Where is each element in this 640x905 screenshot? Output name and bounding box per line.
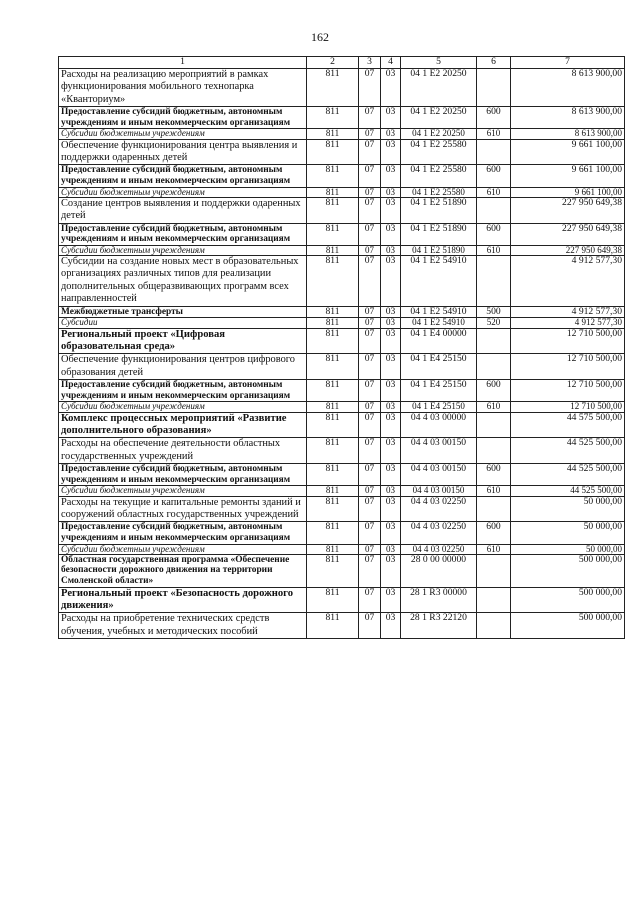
row-expense-type: 600 xyxy=(477,223,511,245)
row-expense-type xyxy=(477,496,511,522)
row-expense-type: 600 xyxy=(477,380,511,402)
row-expense-type: 610 xyxy=(477,544,511,554)
row-subsection: 03 xyxy=(381,354,401,380)
row-subsection: 03 xyxy=(381,187,401,197)
row-amount: 227 950 649,38 xyxy=(511,197,625,223)
row-ministry-code: 811 xyxy=(307,402,359,412)
row-amount: 50 000,00 xyxy=(511,522,625,544)
row-subsection: 03 xyxy=(381,318,401,328)
row-target-article: 04 1 E2 51890 xyxy=(401,223,477,245)
row-section: 07 xyxy=(359,245,381,255)
row-name: Расходы на реализацию мероприятий в рамках функционирования мобильного технопарка «Кванториум» xyxy=(59,69,307,107)
row-ministry-code: 811 xyxy=(307,139,359,165)
row-ministry-code: 811 xyxy=(307,107,359,129)
row-expense-type xyxy=(477,587,511,613)
row-name: Субсидии бюджетным учреждениям xyxy=(59,486,307,496)
row-section: 07 xyxy=(359,438,381,464)
row-amount: 9 661 100,00 xyxy=(511,165,625,187)
table-row xyxy=(59,522,625,544)
row-target-article: 04 4 03 00150 xyxy=(401,486,477,496)
row-ministry-code: 811 xyxy=(307,412,359,438)
row-name: Субсидии бюджетным учреждениям xyxy=(59,544,307,554)
row-expense-type: 610 xyxy=(477,245,511,255)
row-expense-type xyxy=(477,613,511,639)
row-amount: 227 950 649,38 xyxy=(511,223,625,245)
row-section: 07 xyxy=(359,129,381,139)
row-ministry-code: 811 xyxy=(307,464,359,486)
row-target-article: 04 1 E4 25150 xyxy=(401,402,477,412)
row-section: 07 xyxy=(359,328,381,354)
row-ministry-code: 811 xyxy=(307,165,359,187)
row-amount: 4 912 577,30 xyxy=(511,256,625,307)
row-name: Предоставление субсидий бюджетным, автономным учреждениям и иным некоммерческим организациям xyxy=(59,464,307,486)
row-subsection: 03 xyxy=(381,197,401,223)
row-name: Межбюджетные трансферты xyxy=(59,306,307,318)
row-subsection: 03 xyxy=(381,223,401,245)
row-name: Предоставление субсидий бюджетным, автономным учреждениям и иным некоммерческим организациям xyxy=(59,107,307,129)
row-subsection: 03 xyxy=(381,402,401,412)
row-name: Расходы на приобретение технических средств обучения, учебных и методических пособий xyxy=(59,613,307,639)
table-row xyxy=(59,69,625,107)
row-target-article: 04 1 E4 00000 xyxy=(401,328,477,354)
row-ministry-code: 811 xyxy=(307,223,359,245)
row-section: 07 xyxy=(359,306,381,318)
row-amount: 12 710 500,00 xyxy=(511,380,625,402)
table-row xyxy=(59,412,625,438)
row-name: Областная государственная программа «Обеспечение безопасности дорожного движения на территории Смоленской области» xyxy=(59,554,307,587)
row-name: Субсидии бюджетным учреждениям xyxy=(59,129,307,139)
row-ministry-code: 811 xyxy=(307,354,359,380)
row-section: 07 xyxy=(359,412,381,438)
row-expense-type: 600 xyxy=(477,165,511,187)
row-ministry-code: 811 xyxy=(307,380,359,402)
row-expense-type xyxy=(477,412,511,438)
row-expense-type xyxy=(477,256,511,307)
table-row xyxy=(59,328,625,354)
table-row xyxy=(59,402,625,412)
row-section: 07 xyxy=(359,554,381,587)
row-target-article: 04 1 E2 20250 xyxy=(401,69,477,107)
row-expense-type: 600 xyxy=(477,522,511,544)
row-name: Субсидии бюджетным учреждениям xyxy=(59,187,307,197)
row-name: Расходы на обеспечение деятельности областных государственных учреждений xyxy=(59,438,307,464)
row-amount: 4 912 577,30 xyxy=(511,306,625,318)
row-target-article: 04 4 03 00150 xyxy=(401,464,477,486)
row-section: 07 xyxy=(359,69,381,107)
row-subsection: 03 xyxy=(381,107,401,129)
row-ministry-code: 811 xyxy=(307,438,359,464)
column-header: 2 xyxy=(307,57,359,69)
row-subsection: 03 xyxy=(381,328,401,354)
row-expense-type xyxy=(477,328,511,354)
row-target-article: 04 4 03 02250 xyxy=(401,544,477,554)
row-amount: 4 912 577,30 xyxy=(511,318,625,328)
row-subsection: 03 xyxy=(381,69,401,107)
table-row xyxy=(59,306,625,318)
row-subsection: 03 xyxy=(381,522,401,544)
row-amount: 44 525 500,00 xyxy=(511,464,625,486)
row-expense-type: 610 xyxy=(477,187,511,197)
row-expense-type xyxy=(477,197,511,223)
row-name: Субсидии xyxy=(59,318,307,328)
row-subsection: 03 xyxy=(381,544,401,554)
table-row xyxy=(59,318,625,328)
table-row xyxy=(59,464,625,486)
row-expense-type xyxy=(477,438,511,464)
row-ministry-code: 811 xyxy=(307,613,359,639)
table-row xyxy=(59,256,625,307)
row-ministry-code: 811 xyxy=(307,256,359,307)
row-amount: 8 613 900,00 xyxy=(511,69,625,107)
row-subsection: 03 xyxy=(381,129,401,139)
row-section: 07 xyxy=(359,402,381,412)
budget-table xyxy=(58,56,625,639)
row-target-article: 04 1 E2 25580 xyxy=(401,187,477,197)
row-section: 07 xyxy=(359,187,381,197)
row-section: 07 xyxy=(359,354,381,380)
row-target-article: 28 1 R3 00000 xyxy=(401,587,477,613)
table-row xyxy=(59,223,625,245)
row-expense-type: 600 xyxy=(477,464,511,486)
row-expense-type: 610 xyxy=(477,129,511,139)
row-section: 07 xyxy=(359,613,381,639)
row-section: 07 xyxy=(359,223,381,245)
row-name: Комплекс процессных мероприятий «Развитие дополнительного образования» xyxy=(59,412,307,438)
row-ministry-code: 811 xyxy=(307,318,359,328)
row-name: Обеспечение функционирования центра выявления и поддержки одаренных детей xyxy=(59,139,307,165)
row-target-article: 04 1 E2 25580 xyxy=(401,139,477,165)
row-section: 07 xyxy=(359,380,381,402)
row-subsection: 03 xyxy=(381,306,401,318)
row-section: 07 xyxy=(359,165,381,187)
row-amount: 50 000,00 xyxy=(511,544,625,554)
row-section: 07 xyxy=(359,522,381,544)
row-name: Предоставление субсидий бюджетным, автономным учреждениям и иным некоммерческим организациям xyxy=(59,380,307,402)
row-ministry-code: 811 xyxy=(307,486,359,496)
row-subsection: 03 xyxy=(381,256,401,307)
row-ministry-code: 811 xyxy=(307,306,359,318)
page-number: 162 xyxy=(311,30,329,44)
table-row xyxy=(59,554,625,587)
column-header: 3 xyxy=(359,57,381,69)
row-section: 07 xyxy=(359,256,381,307)
row-target-article: 04 4 03 02250 xyxy=(401,496,477,522)
row-subsection: 03 xyxy=(381,139,401,165)
column-header: 1 xyxy=(59,57,307,69)
row-subsection: 03 xyxy=(381,613,401,639)
row-target-article: 04 1 E2 54910 xyxy=(401,306,477,318)
row-ministry-code: 811 xyxy=(307,544,359,554)
row-expense-type xyxy=(477,69,511,107)
row-target-article: 04 1 E4 25150 xyxy=(401,380,477,402)
row-expense-type xyxy=(477,139,511,165)
row-amount: 8 613 900,00 xyxy=(511,107,625,129)
table-row xyxy=(59,129,625,139)
row-ministry-code: 811 xyxy=(307,522,359,544)
table-row xyxy=(59,354,625,380)
row-expense-type: 500 xyxy=(477,306,511,318)
row-target-article: 04 4 03 00150 xyxy=(401,438,477,464)
row-ministry-code: 811 xyxy=(307,129,359,139)
row-target-article: 04 1 E2 54910 xyxy=(401,318,477,328)
row-target-article: 04 1 E2 51890 xyxy=(401,197,477,223)
table-row xyxy=(59,165,625,187)
row-amount: 9 661 100,00 xyxy=(511,139,625,165)
column-header: 4 xyxy=(381,57,401,69)
row-section: 07 xyxy=(359,496,381,522)
row-subsection: 03 xyxy=(381,380,401,402)
row-name: Предоставление субсидий бюджетным, автономным учреждениям и иным некоммерческим организациям xyxy=(59,223,307,245)
row-section: 07 xyxy=(359,587,381,613)
row-amount: 44 575 500,00 xyxy=(511,412,625,438)
row-target-article: 04 1 E2 20250 xyxy=(401,107,477,129)
row-amount: 12 710 500,00 xyxy=(511,402,625,412)
column-header: 6 xyxy=(477,57,511,69)
row-amount: 50 000,00 xyxy=(511,496,625,522)
table-row xyxy=(59,613,625,639)
row-subsection: 03 xyxy=(381,412,401,438)
row-subsection: 03 xyxy=(381,245,401,255)
table-row xyxy=(59,587,625,613)
row-ministry-code: 811 xyxy=(307,245,359,255)
row-amount: 12 710 500,00 xyxy=(511,354,625,380)
table-row xyxy=(59,380,625,402)
row-name: Создание центров выявления и поддержки одаренных детей xyxy=(59,197,307,223)
row-amount: 8 613 900,00 xyxy=(511,129,625,139)
row-ministry-code: 811 xyxy=(307,69,359,107)
row-subsection: 03 xyxy=(381,438,401,464)
row-name: Предоставление субсидий бюджетным, автономным учреждениям и иным некоммерческим организациям xyxy=(59,522,307,544)
row-ministry-code: 811 xyxy=(307,554,359,587)
row-amount: 227 950 649,38 xyxy=(511,245,625,255)
row-expense-type: 520 xyxy=(477,318,511,328)
row-subsection: 03 xyxy=(381,165,401,187)
row-name: Региональный проект «Безопасность дорожного движения» xyxy=(59,587,307,613)
row-section: 07 xyxy=(359,107,381,129)
row-target-article: 04 1 E2 25580 xyxy=(401,165,477,187)
row-target-article: 04 1 E2 20250 xyxy=(401,129,477,139)
row-ministry-code: 811 xyxy=(307,328,359,354)
row-section: 07 xyxy=(359,318,381,328)
table-row xyxy=(59,544,625,554)
row-expense-type: 610 xyxy=(477,486,511,496)
table-row xyxy=(59,438,625,464)
row-subsection: 03 xyxy=(381,554,401,587)
table-row xyxy=(59,107,625,129)
table-row xyxy=(59,187,625,197)
row-ministry-code: 811 xyxy=(307,496,359,522)
row-amount: 44 525 500,00 xyxy=(511,438,625,464)
row-section: 07 xyxy=(359,486,381,496)
row-name: Предоставление субсидий бюджетным, автономным учреждениям и иным некоммерческим организациям xyxy=(59,165,307,187)
row-name: Субсидии бюджетным учреждениям xyxy=(59,402,307,412)
row-ministry-code: 811 xyxy=(307,197,359,223)
row-amount: 9 661 100,00 xyxy=(511,187,625,197)
row-expense-type: 610 xyxy=(477,402,511,412)
row-target-article: 04 4 03 02250 xyxy=(401,522,477,544)
column-header: 5 xyxy=(401,57,477,69)
row-subsection: 03 xyxy=(381,464,401,486)
row-target-article: 28 1 R3 22120 xyxy=(401,613,477,639)
row-ministry-code: 811 xyxy=(307,587,359,613)
row-amount: 500 000,00 xyxy=(511,554,625,587)
row-amount: 12 710 500,00 xyxy=(511,328,625,354)
column-header: 7 xyxy=(511,57,625,69)
row-subsection: 03 xyxy=(381,496,401,522)
row-target-article: 28 0 00 00000 xyxy=(401,554,477,587)
row-target-article: 04 1 E2 54910 xyxy=(401,256,477,307)
row-section: 07 xyxy=(359,544,381,554)
row-subsection: 03 xyxy=(381,486,401,496)
row-subsection: 03 xyxy=(381,587,401,613)
table-row xyxy=(59,486,625,496)
row-name: Обеспечение функционирования центров цифрового образования детей xyxy=(59,354,307,380)
row-expense-type xyxy=(477,354,511,380)
row-amount: 44 525 500,00 xyxy=(511,486,625,496)
table-row xyxy=(59,139,625,165)
table-header-row xyxy=(59,57,625,69)
row-target-article: 04 1 E4 25150 xyxy=(401,354,477,380)
row-section: 07 xyxy=(359,139,381,165)
row-amount: 500 000,00 xyxy=(511,613,625,639)
row-amount: 500 000,00 xyxy=(511,587,625,613)
row-section: 07 xyxy=(359,464,381,486)
row-target-article: 04 4 03 00000 xyxy=(401,412,477,438)
row-expense-type xyxy=(477,554,511,587)
row-target-article: 04 1 E2 51890 xyxy=(401,245,477,255)
row-name: Региональный проект «Цифровая образовательная среда» xyxy=(59,328,307,354)
row-ministry-code: 811 xyxy=(307,187,359,197)
row-name: Субсидии бюджетным учреждениям xyxy=(59,245,307,255)
row-name: Субсидии на создание новых мест в образовательных организациях различных типов для реализации дополнительных общеразвивающих программ всех направленностей xyxy=(59,256,307,307)
row-section: 07 xyxy=(359,197,381,223)
table-row xyxy=(59,496,625,522)
row-name: Расходы на текущие и капитальные ремонты зданий и сооружений областных государственных учреждений xyxy=(59,496,307,522)
table-row xyxy=(59,197,625,223)
table-row xyxy=(59,245,625,255)
row-expense-type: 600 xyxy=(477,107,511,129)
